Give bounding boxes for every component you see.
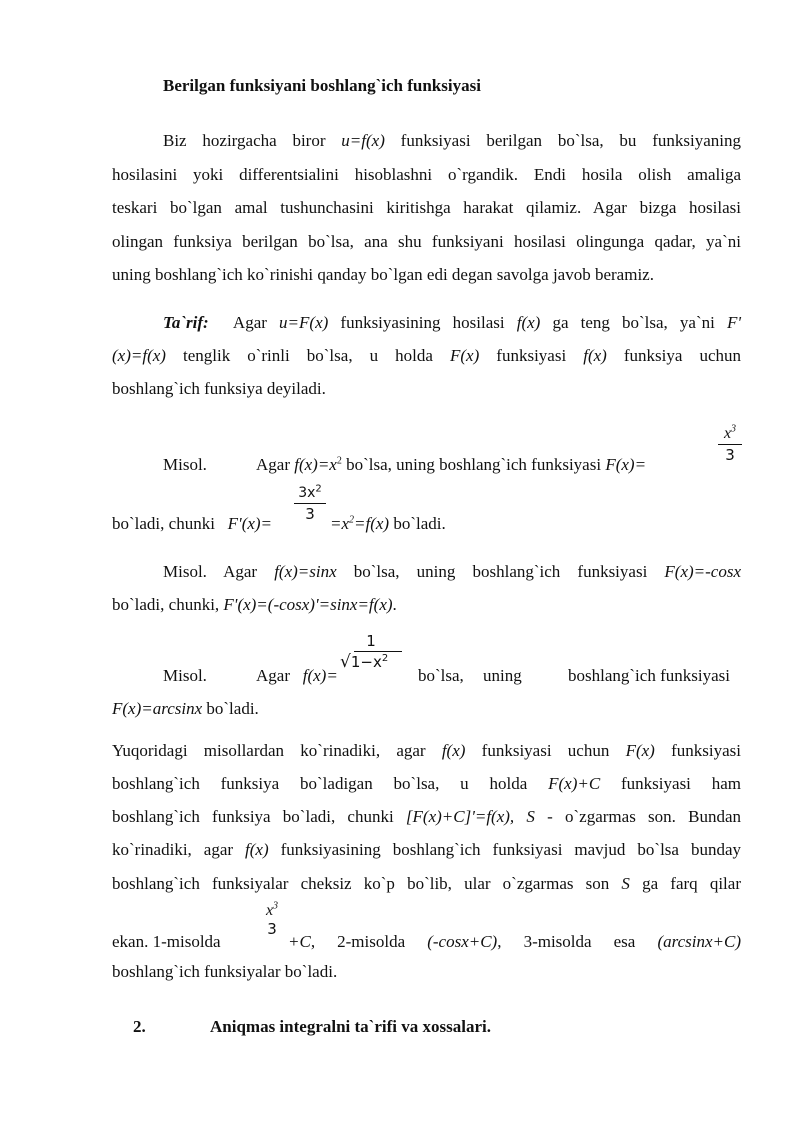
- example-2-line-2: bo`ladi, chunki, F'(x)=(-cosx)'=sinx=f(x).: [112, 595, 397, 614]
- example-3-text: Agar f(x)=: [256, 666, 338, 685]
- example-1-line-2-end: $=x^2=f(x)$ bo`ladi.: [330, 514, 446, 533]
- paragraph-2-line-1: Yuqoridagi misollardan ko`rinadiki, agar f(x) funksiyasi uchun F(x) funksiyasi: [112, 741, 741, 760]
- paragraph-2-line-2: boshlang`ich funksiya bo`ladigan bo`lsa, u holda F(x)+C funksiyasi ham: [112, 774, 742, 793]
- definition-line-1: Ta`rif: Agar u=F(x) funksiyasining hosilasi f(x) ga teng bo`lsa, ya`ni F': [163, 313, 742, 332]
- paragraph-1-line-1: Biz hozirgacha biror u=f(x) funksiyasi berilgan bo`lsa, bu funksiyaning: [163, 131, 741, 150]
- paragraph-2-line-6-a: ekan. 1-misolda: [112, 932, 221, 951]
- definition-line-2: (x)=f(x) tenglik o`rinli bo`lsa, u holda F(x) funksiyasi f(x) funksiya uchun: [112, 346, 742, 365]
- fraction-1-over-sqrt: 1 $√1-x^2$: [340, 633, 402, 670]
- example-3-line-2: F(x)=arcsinx bo`ladi.: [112, 699, 259, 718]
- example-1-text: Agar $f(x)=x^2$ bo`lsa, uning boshlang`ich funksiyasi F(x)=: [256, 455, 647, 474]
- example-3-label: Misol.: [163, 666, 207, 685]
- paragraph-2-line-6-b: +C, 2-misolda (-cosx+C), 3-misolda esa (arcsinx+C): [288, 932, 741, 951]
- example-3-text-2: bo`lsa,: [418, 666, 464, 685]
- example-2-line-1: Misol. Agar f(x)=sinx bo`lsa, uning boshlang`ich funksiyasi F(x)=-cosx: [163, 562, 741, 581]
- fraction-x3-over-3-b: $x^3$ 3: [265, 900, 279, 938]
- definition-line-3: boshlang`ich funksiya deyiladi.: [112, 379, 326, 398]
- paragraph-2-line-4: ko`rinadiki, agar f(x) funksiyasining boshlang`ich funksiyasi mavjud bo`lsa bunday: [112, 840, 741, 859]
- paragraph-2-line-7: boshlang`ich funksiyalar bo`ladi.: [112, 962, 338, 981]
- paragraph-1-line-2: hosilasini yoki differentsialini hisoblashni o`rgandik. Endi hosila olish amaliga: [112, 165, 741, 184]
- example-3-text-4: boshlang`ich funksiyasi: [568, 666, 730, 685]
- section-heading: Berilgan funksiyani boshlang`ich funksiyasi: [163, 76, 481, 95]
- paragraph-2-line-3: boshlang`ich funksiya bo`ladi, chunki [F(x)+C]'=f(x), S - o`zgarmas son. Bundan: [112, 807, 742, 826]
- section-number: 2.: [133, 1017, 146, 1036]
- paragraph-2-line-5: boshlang`ich funksiyalar cheksiz ko`p bo`lib, ular o`zgarmas son S ga farq qilar: [112, 874, 741, 893]
- fraction-3x2-over-3: $3x^2$ 3: [294, 485, 326, 522]
- example-1-line-2: bo`ladi, chunki F'(x)=: [112, 514, 273, 533]
- section-title: Aniqmas integralni ta`rifi va xossalari.: [210, 1017, 491, 1036]
- example-3-text-3: uning: [483, 666, 522, 685]
- paragraph-1-line-3: teskari bo`lgan amal tushunchasini kiritishga harakat qilamiz. Agar bizga hosilasi: [112, 198, 741, 217]
- example-1-label: Misol.: [163, 455, 207, 474]
- fraction-x3-over-3: $x^3$ 3: [718, 426, 742, 463]
- paragraph-1-line-4: olingan funksiya berilgan bo`lsa, ana shu funksiyani hosilasi olingunga qadar, ya`ni: [112, 232, 741, 251]
- paragraph-1-line-5: uning boshlang`ich ko`rinishi qanday bo`lgan edi degan savolga javob beramiz.: [112, 265, 654, 284]
